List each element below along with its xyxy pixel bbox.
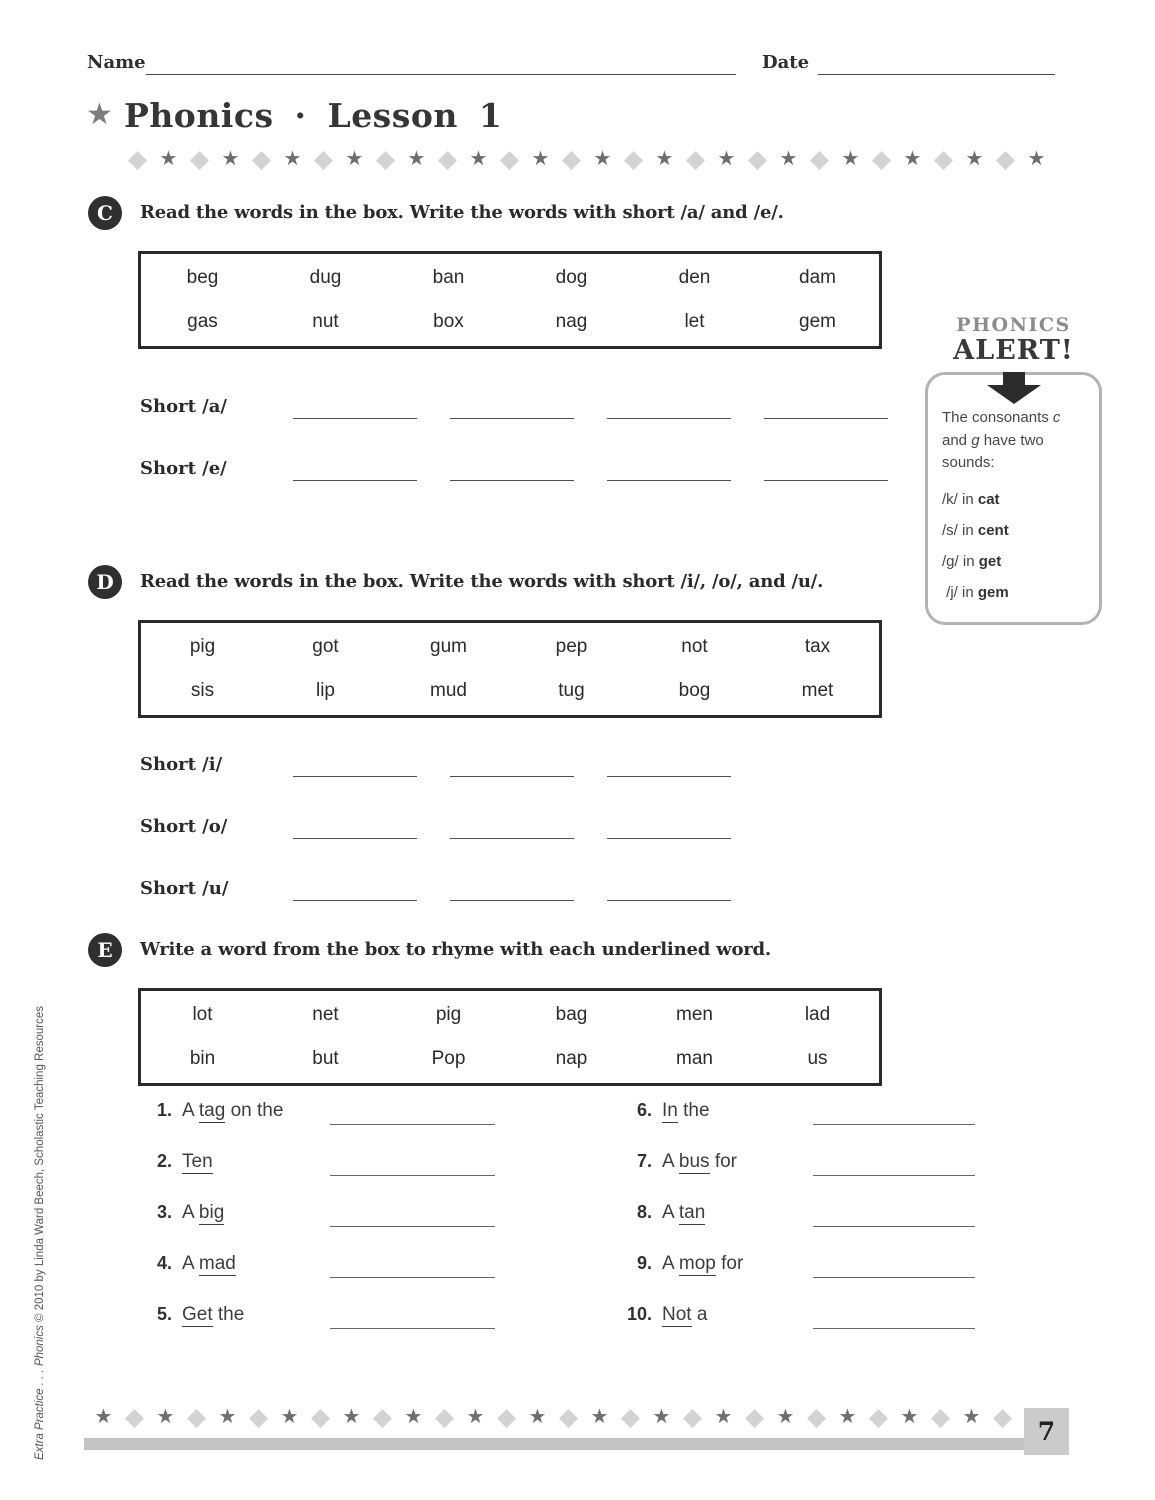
diamond-icon: ◆ — [995, 145, 1016, 173]
short-e-row — [140, 458, 227, 484]
short-o-row — [140, 816, 227, 842]
answer-blank[interactable] — [450, 776, 574, 777]
short-a-row — [140, 396, 227, 422]
answer-blank[interactable] — [330, 1328, 495, 1329]
answer-blank[interactable] — [607, 776, 731, 777]
diamond-icon: ◆ — [871, 145, 892, 173]
diamond-icon: ◆ — [372, 1403, 393, 1431]
diamond-icon: ◆ — [809, 145, 830, 173]
box-word: gum — [430, 636, 467, 657]
diamond-icon: ◆ — [499, 145, 520, 173]
star-icon: ★ — [776, 1406, 795, 1428]
diamond-icon: ◆ — [620, 1403, 641, 1431]
underlined-word: mad — [198, 1253, 236, 1274]
answer-blank[interactable] — [450, 480, 574, 481]
underlined-word: bus — [678, 1151, 710, 1172]
answer-blank[interactable] — [813, 1328, 975, 1329]
diamond-icon: ◆ — [496, 1403, 517, 1431]
section-letter: D — [96, 570, 114, 594]
underlined-word: tan — [678, 1202, 706, 1223]
diamond-icon: ◆ — [685, 145, 706, 173]
star-icon: ★ — [1027, 148, 1046, 170]
answer-blank[interactable] — [607, 480, 731, 481]
rhyme-item-9: 9. A mop for — [608, 1253, 1048, 1304]
alert-intro-text: The consonants c and g have two sounds: — [942, 409, 1061, 471]
item-number: 2. — [156, 1151, 172, 1171]
phonics-alert-title: ALERT! — [953, 335, 1074, 366]
section-c-instruction: Read the words in the box. Write the words with short /a/ and /e/. — [140, 202, 784, 223]
short-i-row — [140, 754, 222, 780]
diamond-icon: ◆ — [127, 145, 148, 173]
word-box-row — [141, 993, 879, 1037]
star-icon: ★ — [218, 1406, 237, 1428]
section-marker-c — [88, 196, 122, 230]
date-input-line[interactable] — [818, 54, 1055, 75]
star-icon: ★ — [280, 1406, 299, 1428]
rhyme-item-6: 6. In the — [608, 1100, 1048, 1151]
box-word: box — [433, 311, 464, 332]
star-icon: ★ — [841, 148, 860, 170]
star-icon: ★ — [903, 148, 922, 170]
sound-example: /j/ in gem — [946, 583, 1009, 601]
box-word: nut — [312, 311, 339, 332]
star-icon: ★ — [466, 1406, 485, 1428]
short-u-row — [140, 878, 228, 904]
underlined-word: big — [198, 1202, 225, 1223]
star-icon: ★ — [528, 1406, 547, 1428]
diamond-icon: ◆ — [248, 1403, 269, 1431]
box-word: pep — [555, 636, 588, 657]
box-word: gem — [799, 311, 836, 332]
diamond-icon: ◆ — [806, 1403, 827, 1431]
answer-blank[interactable] — [607, 838, 731, 839]
box-word: let — [684, 311, 705, 332]
answer-blank[interactable] — [450, 900, 574, 901]
answer-blank[interactable] — [607, 418, 731, 419]
box-word: lad — [804, 1004, 831, 1025]
box-word: pig — [189, 636, 216, 657]
section-d-instruction: Read the words in the box. Write the words with short /i/, /o/, and /u/. — [140, 571, 824, 592]
word-box-c — [138, 251, 882, 349]
star-icon: ★ — [86, 98, 113, 131]
footer-bar — [84, 1438, 1025, 1450]
box-word: dug — [309, 267, 342, 288]
answer-blank[interactable] — [607, 900, 731, 901]
short-o-label: Short /o/ — [140, 816, 228, 837]
item-number: 7. — [636, 1151, 652, 1171]
answer-blank[interactable] — [813, 1175, 975, 1176]
diamond-icon: ◆ — [992, 1403, 1013, 1431]
answer-blank[interactable] — [450, 418, 574, 419]
rhyme-item-2 — [140, 1151, 580, 1202]
word-box-row — [141, 625, 879, 669]
box-word: den — [678, 267, 711, 288]
word-box-row — [141, 300, 879, 344]
phonics-alert-kicker: PHONICS — [956, 314, 1071, 336]
diamond-icon: ◆ — [186, 1403, 207, 1431]
star-icon: ★ — [342, 1406, 361, 1428]
star-icon: ★ — [655, 148, 674, 170]
answer-blank[interactable] — [764, 480, 888, 481]
answer-blank[interactable] — [813, 1226, 975, 1227]
item-number: 5. — [156, 1304, 172, 1324]
item-number: 1. — [156, 1100, 172, 1120]
rhyme-item-4: 4. A mad — [140, 1253, 580, 1304]
answer-blank[interactable] — [813, 1124, 975, 1125]
item-number: 10. — [626, 1304, 652, 1324]
rhyme-items-left — [140, 1100, 580, 1355]
star-icon: ★ — [407, 148, 426, 170]
diamond-icon: ◆ — [310, 1403, 331, 1431]
star-icon: ★ — [345, 148, 364, 170]
diamond-icon: ◆ — [623, 145, 644, 173]
sound-example: /s/ in cent — [942, 521, 1009, 539]
star-icon: ★ — [652, 1406, 671, 1428]
section-letter: E — [97, 938, 113, 962]
answer-blank[interactable] — [450, 838, 574, 839]
box-word: gas — [187, 311, 218, 332]
item-number: 9. — [636, 1253, 652, 1273]
box-word: pig — [435, 1004, 462, 1025]
short-e-label: Short /e/ — [140, 458, 227, 479]
box-word: bin — [189, 1048, 216, 1069]
box-word: sis — [190, 680, 215, 701]
word-box-d — [138, 620, 882, 718]
diamond-icon: ◆ — [930, 1403, 951, 1431]
box-word: ban — [432, 267, 465, 288]
underlined-word: Ten — [182, 1151, 213, 1172]
star-icon: ★ — [838, 1406, 857, 1428]
diamond-icon: ◆ — [434, 1403, 455, 1431]
answer-blank[interactable] — [813, 1277, 975, 1278]
diamond-icon: ◆ — [437, 145, 458, 173]
box-word: mud — [430, 680, 467, 701]
short-a-label: Short /a/ — [140, 396, 227, 417]
word-box-row — [141, 256, 879, 300]
star-icon: ★ — [531, 148, 550, 170]
answer-blank[interactable] — [330, 1175, 495, 1176]
star-icon: ★ — [593, 148, 612, 170]
box-word: bag — [555, 1004, 588, 1025]
star-icon: ★ — [900, 1406, 919, 1428]
star-icon: ★ — [469, 148, 488, 170]
rhyme-item-3: 3. A big — [140, 1202, 580, 1253]
box-word: man — [676, 1048, 713, 1069]
name-label: Name — [87, 52, 146, 73]
star-icon: ★ — [221, 148, 240, 170]
box-word: lip — [315, 680, 335, 701]
name-input-line[interactable] — [146, 54, 736, 75]
decorative-divider-bottom — [88, 1404, 1018, 1430]
box-word: bog — [678, 680, 711, 701]
box-word: got — [312, 636, 339, 657]
section-e-instruction: Write a word from the box to rhyme with each underlined word. — [140, 939, 771, 960]
diamond-icon: ◆ — [558, 1403, 579, 1431]
section-letter: C — [97, 201, 113, 225]
diamond-icon: ◆ — [124, 1403, 145, 1431]
short-u-label: Short /u/ — [140, 878, 229, 899]
box-word: Pop — [431, 1048, 466, 1069]
word-box-e — [138, 988, 882, 1086]
item-number: 3. — [156, 1202, 172, 1222]
diamond-icon: ◆ — [561, 145, 582, 173]
rhyme-item-10: 10. Not a — [608, 1304, 1048, 1355]
rhyme-item-1: 1. A tag on the — [140, 1100, 580, 1151]
diamond-icon: ◆ — [933, 145, 954, 173]
item-number: 4. — [156, 1253, 172, 1273]
section-marker-e — [88, 933, 122, 967]
underlined-word: In — [662, 1100, 678, 1121]
answer-blank[interactable] — [293, 838, 417, 839]
box-word: tax — [804, 636, 831, 657]
box-word: dog — [555, 267, 588, 288]
page-title: Phonics · Lesson 1 — [124, 96, 503, 135]
rhyme-item-5: 5. Get the — [140, 1304, 580, 1355]
phonics-alert-box — [925, 372, 1102, 625]
page-number: 7 — [1024, 1408, 1069, 1455]
star-icon: ★ — [156, 1406, 175, 1428]
diamond-icon: ◆ — [868, 1403, 889, 1431]
star-icon: ★ — [283, 148, 302, 170]
box-word: dam — [799, 267, 836, 288]
date-label: Date — [762, 52, 810, 73]
short-i-label: Short /i/ — [140, 754, 223, 775]
diamond-icon: ◆ — [251, 145, 272, 173]
diamond-icon: ◆ — [375, 145, 396, 173]
answer-blank[interactable] — [330, 1226, 495, 1227]
rhyme-item-7: 7. A bus for — [608, 1151, 1048, 1202]
decorative-divider-top — [122, 146, 1052, 172]
answer-blank[interactable] — [293, 900, 417, 901]
box-word: nag — [555, 311, 588, 332]
diamond-icon: ◆ — [747, 145, 768, 173]
answer-blank[interactable] — [330, 1124, 495, 1125]
arrow-down-icon — [987, 372, 1041, 404]
section-marker-d — [88, 565, 122, 599]
underlined-word: mop — [678, 1253, 716, 1274]
box-word: met — [801, 680, 834, 701]
word-box-row — [141, 1037, 879, 1081]
box-word: lot — [192, 1004, 213, 1025]
underlined-word: Get — [182, 1304, 213, 1325]
box-word: tug — [558, 680, 585, 701]
answer-blank[interactable] — [293, 480, 417, 481]
copyright-credit: Extra Practice . . . Phonics © 2010 by Linda Ward Beech, Scholastic Teaching Resources — [34, 1005, 46, 1460]
sound-example: /k/ in cat — [942, 490, 1000, 508]
star-icon: ★ — [404, 1406, 423, 1428]
answer-blank[interactable] — [764, 418, 888, 419]
star-icon: ★ — [94, 1406, 113, 1428]
rhyme-item-8: 8. A tan — [608, 1202, 1048, 1253]
star-icon: ★ — [962, 1406, 981, 1428]
box-word: men — [676, 1004, 713, 1025]
star-icon: ★ — [590, 1406, 609, 1428]
star-icon: ★ — [717, 148, 736, 170]
diamond-icon: ◆ — [682, 1403, 703, 1431]
diamond-icon: ◆ — [189, 145, 210, 173]
item-number: 6. — [636, 1100, 652, 1120]
box-word: us — [807, 1048, 828, 1069]
item-number: 8. — [636, 1202, 652, 1222]
answer-blank[interactable] — [330, 1277, 495, 1278]
underlined-word: Not — [662, 1304, 692, 1325]
word-box-row — [141, 669, 879, 713]
star-icon: ★ — [714, 1406, 733, 1428]
star-icon: ★ — [779, 148, 798, 170]
box-word: not — [681, 636, 708, 657]
rhyme-items-right — [608, 1100, 1048, 1355]
box-word: but — [312, 1048, 339, 1069]
box-word: beg — [186, 267, 219, 288]
star-icon: ★ — [159, 148, 178, 170]
diamond-icon: ◆ — [744, 1403, 765, 1431]
answer-blank[interactable] — [293, 418, 417, 419]
box-word: nap — [555, 1048, 588, 1069]
box-word: net — [312, 1004, 339, 1025]
sound-example: /g/ in get — [942, 552, 1002, 570]
star-icon: ★ — [965, 148, 984, 170]
diamond-icon: ◆ — [313, 145, 334, 173]
underlined-word: tag — [198, 1100, 226, 1121]
answer-blank[interactable] — [293, 776, 417, 777]
